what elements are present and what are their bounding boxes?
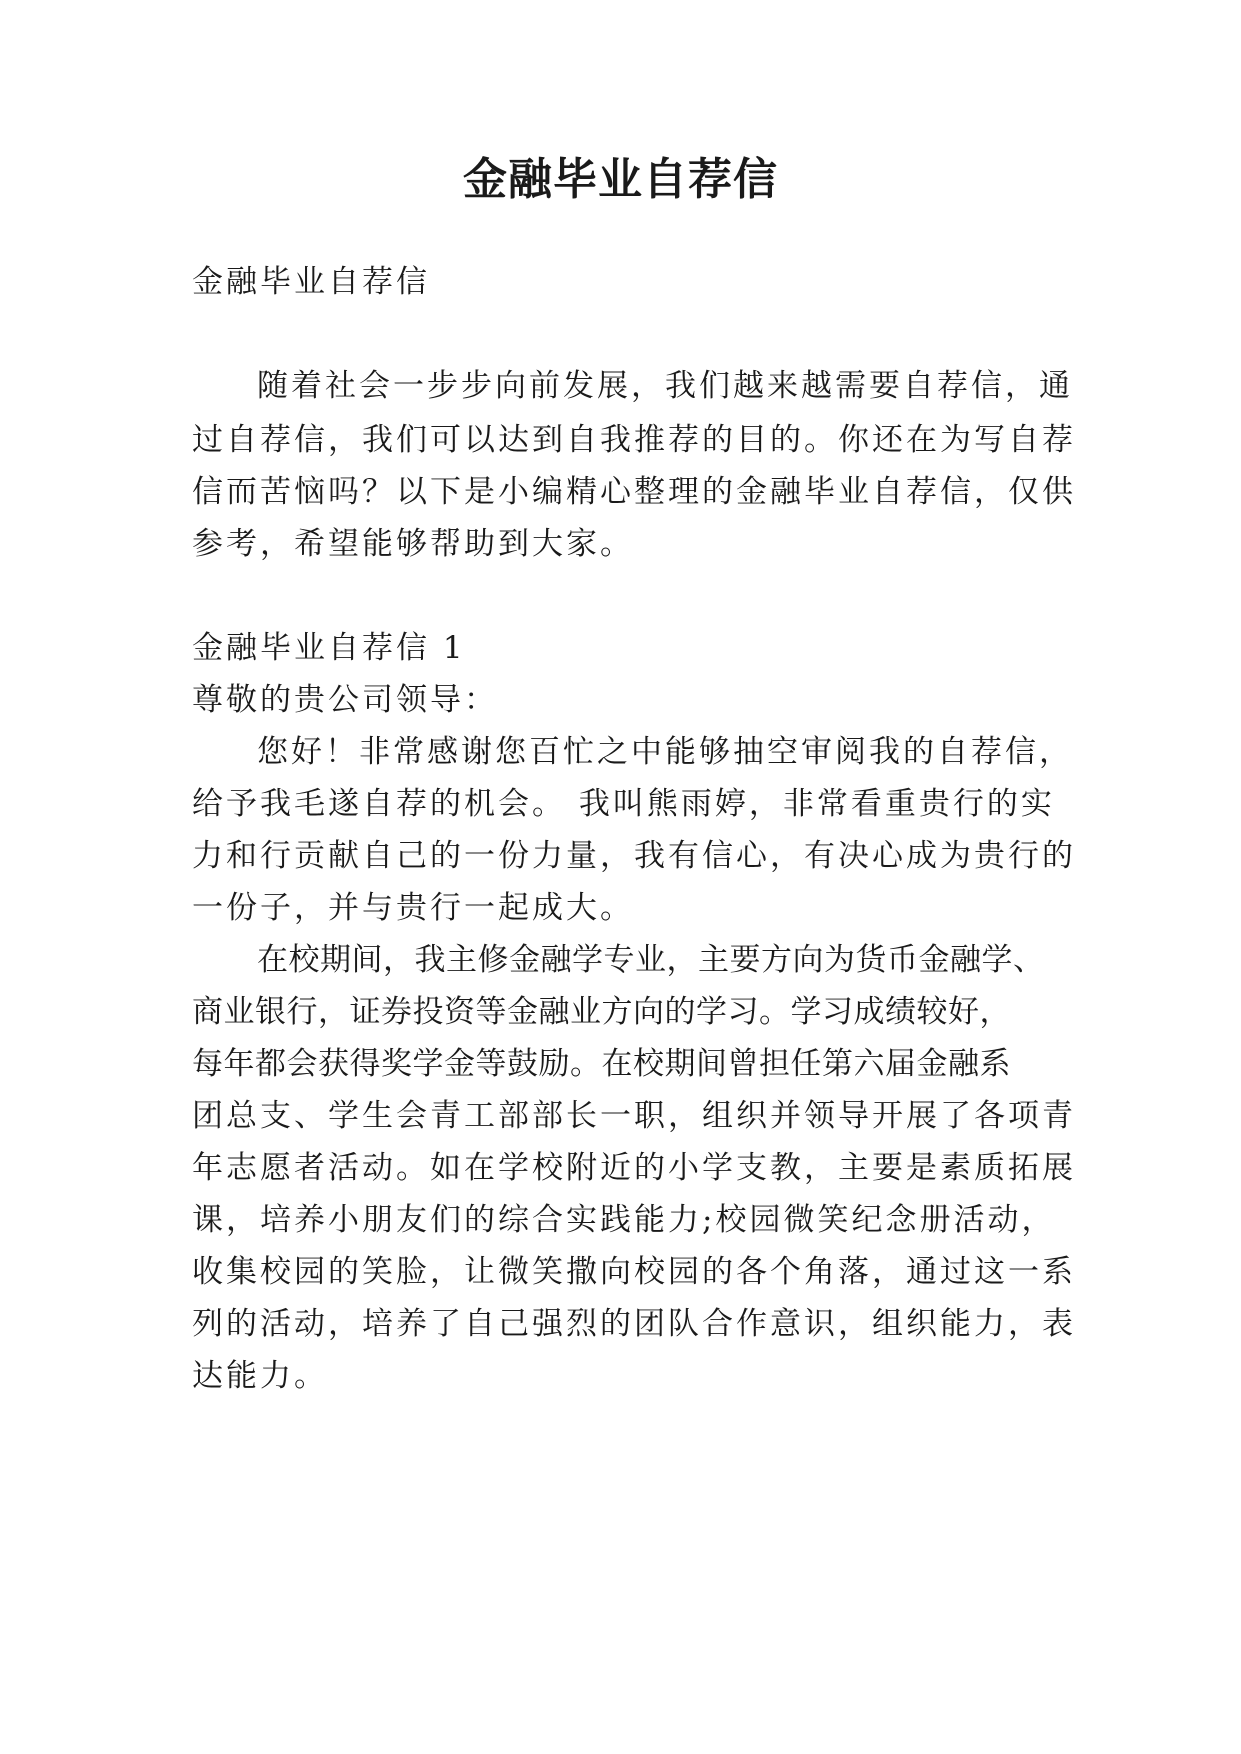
intro-line: 参考，希望能够帮助到大家。 xyxy=(192,526,634,562)
intro-line: 随着社会一步步向前发展，我们越来越需要自荐信，通 xyxy=(257,368,1073,404)
paragraph-line: 您好！非常感谢您百忙之中能够抽空审阅我的自荐信， xyxy=(257,734,1073,770)
paragraph-line: 团总支、学生会青工部部长一职，组织并领导开展了各项青 xyxy=(192,1098,1076,1134)
paragraph-line: 达能力。 xyxy=(192,1358,328,1394)
paragraph-line: 列的活动，培养了自己强烈的团队合作意识，组织能力，表 xyxy=(192,1306,1076,1342)
paragraph-line: 在校期间，我主修金融学专业，主要方向为货币金融学、 xyxy=(257,942,1045,978)
salutation: 尊敬的贵公司领导： xyxy=(192,682,498,718)
paragraph-line: 年志愿者活动。如在学校附近的小学支教，主要是素质拓展 xyxy=(192,1150,1076,1186)
intro-line: 过自荐信，我们可以达到自我推荐的目的。你还在为写自荐 xyxy=(192,422,1076,458)
paragraph-line: 一份子，并与贵行一起成大。 xyxy=(192,890,634,926)
paragraph-line: 给予我毛遂自荐的机会。 我叫熊雨婷，非常看重贵行的实 xyxy=(192,786,1055,822)
paragraph-line: 每年都会获得奖学金等鼓励。在校期间曾担任第六届金融系 xyxy=(192,1046,1011,1082)
document-subtitle: 金融毕业自荐信 xyxy=(192,264,430,300)
paragraph-line: 收集校园的笑脸，让微笑撒向校园的各个角落，通过这一系 xyxy=(192,1254,1076,1290)
document-title: 金融毕业自荐信 xyxy=(463,154,778,205)
intro-line: 信而苦恼吗？以下是小编精心整理的金融毕业自荐信，仅供 xyxy=(192,474,1076,510)
section-heading: 金融毕业自荐信 1 xyxy=(192,630,466,666)
paragraph-line: 课，培养小朋友们的综合实践能力;校园微笑纪念册活动， xyxy=(192,1202,1056,1238)
paragraph-line: 商业银行，证券投资等金融业方向的学习。学习成绩较好， xyxy=(192,994,1011,1030)
paragraph-line: 力和行贡献自己的一份力量，我有信心，有决心成为贵行的 xyxy=(192,838,1076,874)
